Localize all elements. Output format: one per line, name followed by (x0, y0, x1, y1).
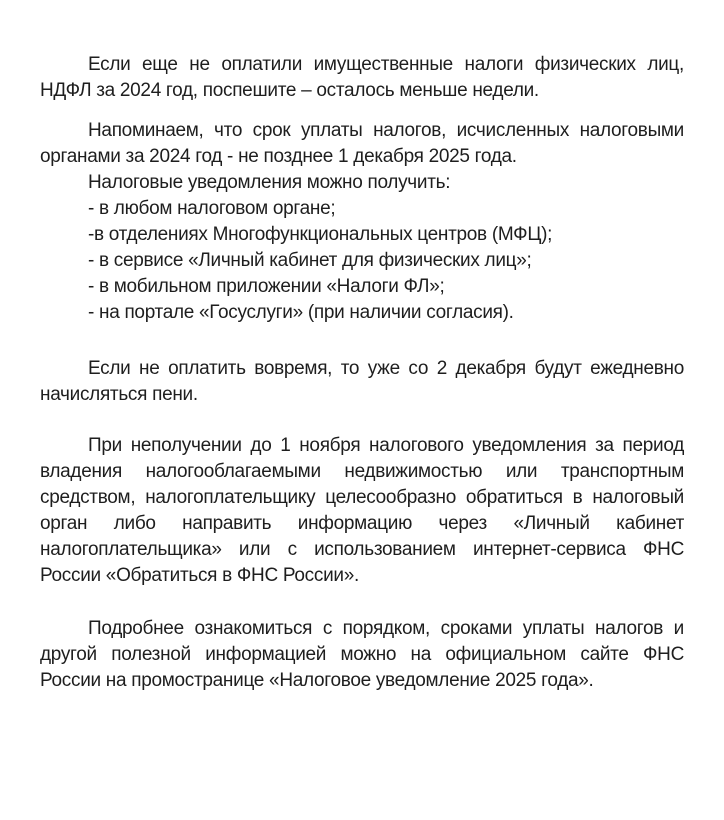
list-item: - в любом налоговом органе; (88, 198, 336, 219)
paragraph: Подробнее ознакомиться с порядком, сроками уплаты налогов и другой полезной информацией можно на официальном сайте ФНС России на промостранице «Налоговое уведомление 2025 года». (40, 618, 684, 691)
paragraph: Если не оплатить вовремя, то уже со 2 декабря будут ежедневно начисляться пени. (40, 358, 684, 405)
list-header: Налоговые уведомления можно получить: (88, 172, 451, 193)
list-item: -в отделениях Многофункциональных центров (МФЦ); (88, 224, 553, 245)
list-item: - в сервисе «Личный кабинет для физических лиц»; (88, 250, 532, 271)
list-item: - на портале «Госуслуги» (при наличии согласия). (88, 302, 514, 323)
list-item: - в мобильном приложении «Налоги ФЛ»; (88, 276, 445, 297)
document-body (40, 52, 684, 694)
paragraph: Напоминаем, что срок уплаты налогов, исчисленных налоговыми органами за 2024 год - не позднее 1 декабря 2025 года. (40, 120, 684, 167)
paragraph: При неполучении до 1 ноября налогового уведомления за период владения налогооблагаемыми недвижимостью или транспортным средством, налогоплательщику целесообразно обратиться в налоговый орган либо направить информацию через «Личный кабинет налогоплательщика» или с использованием интернет-сервиса ФНС России «Обратиться в ФНС России». (40, 435, 684, 586)
paragraph: Если еще не оплатили имущественные налоги физических лиц, НДФЛ за 2024 год, поспешите – осталось меньше недели. (40, 54, 684, 101)
